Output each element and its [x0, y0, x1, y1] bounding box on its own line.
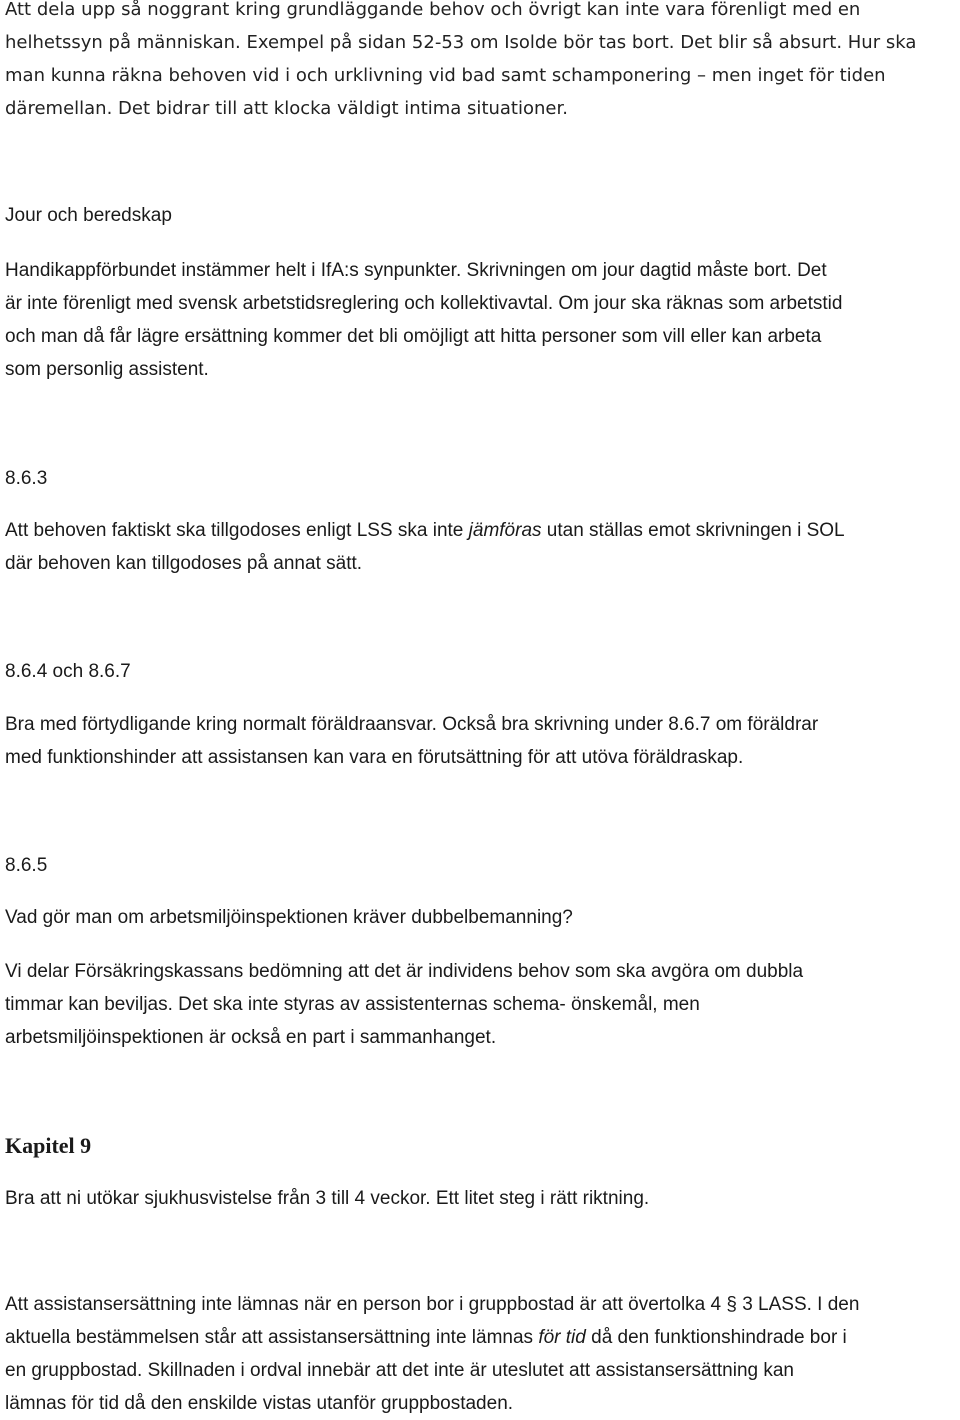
text-line: med funktionshinder att assistansen kan vara en förutsättning för att utöva föräldraskap. [5, 747, 744, 768]
text-line: och man då får lägre ersättning kommer det bli omöjligt att hitta personer som vill eller kan arbeta [5, 326, 822, 347]
text-run: utan ställas emot skrivningen i SOL [541, 520, 845, 541]
text-line [5, 1321, 957, 1354]
section-heading: 8.6.3 [5, 468, 48, 489]
section-heading: 8.6.4 och 8.6.7 [5, 661, 131, 682]
jour-paragraph [5, 254, 957, 386]
text-line [5, 514, 957, 547]
text-run: Att behoven faktiskt ska tillgodoses enligt LSS ska inte [5, 520, 469, 541]
section-8-6-5 [5, 849, 957, 882]
section-heading: Jour och beredskap [5, 205, 172, 226]
emphasis-text: jämföras [468, 520, 542, 541]
chapter-9 [5, 1129, 957, 1162]
emphasis-text: för tid [538, 1327, 586, 1348]
text-line: Att dela upp så noggrant kring grundläggande behov och övrigt kan inte vara förenligt med en [5, 0, 861, 20]
text-line: helhetssyn på människan. Exempel på sidan 52-53 om Isolde bör tas bort. Det blir så absurt. Hur ska [5, 32, 917, 53]
text-line: Bra att ni utökar sjukhusvistelse från 3 till 4 veckor. Ett litet steg i rätt riktning. [5, 1188, 650, 1209]
section-8-6-3 [5, 462, 957, 495]
section-heading: 8.6.5 [5, 855, 48, 876]
text-line: lämnas för tid då den enskilde vistas utanför gruppbostaden. [5, 1393, 514, 1414]
text-line: Att assistansersättning inte lämnas när en person bor i gruppbostad är att övertolka 4 § 3 LASS. I den [5, 1294, 860, 1315]
text-line: som personlig assistent. [5, 359, 209, 380]
section-8-6-4 [5, 655, 957, 688]
chapter-heading: Kapitel 9 [5, 1133, 92, 1158]
text-line: man kunna räkna behoven vid i och urklivning vid bad samt schamponering – men inget för tiden [5, 65, 886, 86]
text-run: då den funktionshindrade bor i [585, 1327, 847, 1348]
text-line: däremellan. Det bidrar till att klocka väldigt intima situationer. [5, 98, 568, 119]
s865-question [5, 901, 957, 934]
text-line: Handikappförbundet instämmer helt i IfA:s synpunkter. Skrivningen om jour dagtid måste bort. Det [5, 260, 827, 281]
text-run: aktuella bestämmelsen står att assistansersättning inte lämnas [5, 1327, 539, 1348]
intro-paragraph [5, 0, 957, 125]
text-line: en gruppbostad. Skillnaden i ordval innebär att det inte är uteslutet att assistansersättning kan [5, 1360, 794, 1381]
section-jour [5, 199, 957, 232]
text-line: Bra med förtydligande kring normalt föräldraansvar. Också bra skrivning under 8.6.7 om föräldrar [5, 714, 819, 735]
text-line: där behoven kan tillgodoses på annat sätt. [5, 553, 363, 574]
text-line: arbetsmiljöinspektionen är också en part i sammanhanget. [5, 1027, 497, 1048]
chapter-9-paragraph-1 [5, 1182, 957, 1215]
text-line: timmar kan beviljas. Det ska inte styras av assistenternas schema- önskemål, men [5, 994, 700, 1015]
text-line: Vad gör man om arbetsmiljöinspektionen kräver dubbelbemanning? [5, 907, 573, 928]
s864-paragraph [5, 708, 957, 774]
chapter-9-paragraph-2 [5, 1288, 957, 1420]
text-line: Vi delar Försäkringskassans bedömning att det är individens behov som ska avgöra om dubbla [5, 961, 804, 982]
s863-paragraph [5, 514, 957, 580]
s865-paragraph [5, 955, 957, 1054]
text-line: är inte förenligt med svensk arbetstidsreglering och kollektivavtal. Om jour ska räknas som arbetstid [5, 293, 843, 314]
